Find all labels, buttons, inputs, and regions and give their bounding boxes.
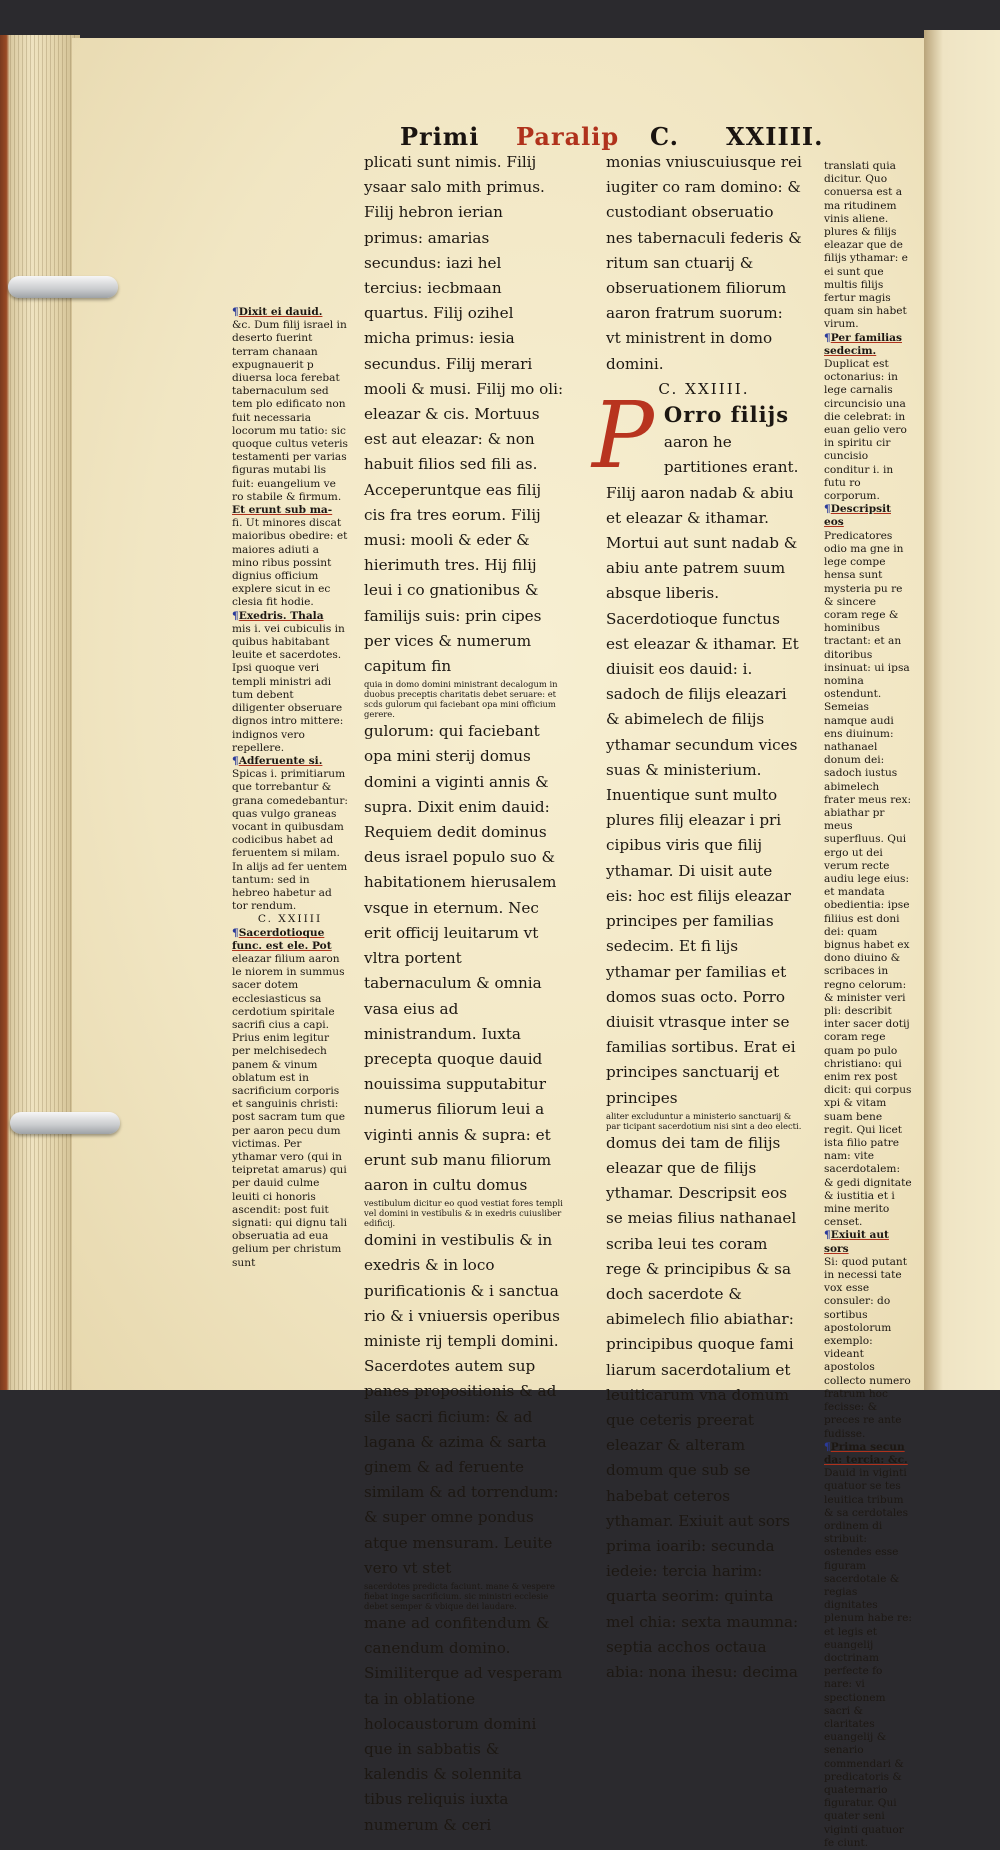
gloss-text: mis i. vei cubiculis in quibus habitabant leuite et sacerdotes. Ipsi quoque veri templi ministri adi tum debent diligenter obseruare dignos intro mittere: indignos vero repellere. <box>232 622 345 754</box>
interlinear-gloss: quia in domo domini ministrant decalogum in duobus preceptis charitatis debet seruare: et scds gulorum qui faciebant opa mini officium gerere. <box>364 679 558 720</box>
interlinear-gloss: sacerdotes predicta faciunt. mane & vespere fiebat inge sacrificium. sic ministri ecclesie debet semper & vbique dei laudare. <box>364 1580 555 1611</box>
facing-page <box>924 30 1000 1390</box>
pilcrow-icon: ¶ <box>232 926 239 939</box>
pilcrow-icon: ¶ <box>824 1229 831 1242</box>
main-text: domini in vestibulis & in exedris & in loco purificationis & i sanctua rio & i vniuersis operibus ministe rij templi domini. Sacerdotes autem sup panes propositionis & ad sile sacri ficium: & ad lagana & azima & sarta ginem & ad feruente similam & ad torrendum: & super omne pondus atque mensuram. Leuite vero vt stet <box>364 1231 560 1577</box>
main-text: gulorum: qui faciebant opa mini sterij domus domini a viginti annis & supra. Dixit enim dauid: Requiem dedit dominus deus israel populo suo & habitationem hierusalem vsque in eternum. Nec erit officij leuitarum vt vltra portent tabernaculum & omnia vasa eius ad ministrandum. Iuxta precepta quoque dauid nouissima supputabitur numerus filiorum leui a viginti annis & supra: et erunt sub manu filiorum aaron in cultu domus <box>364 722 557 1194</box>
pilcrow-icon: ¶ <box>824 1440 831 1453</box>
pilcrow-icon: ¶ <box>232 306 239 318</box>
gloss-lemma: Adferuente si. <box>238 754 323 767</box>
gloss-text: Predicatores odio ma gne in lege compe hensa sunt mysteria pu re & sincere coram rege & hominibus tractant: et an ditoribus insinuat: ui ipsa nomina ostendunt. Semeias namque audi ens diuinum: nathanael donum dei: sadoch iustus abimelech frater meus rex: abiathar pr meus superfluus. Qui ergo ut dei verum recte audiu lege eius: et mandata obedientia: ipse filiius est doni dei: quam bignus habet ex dono diuino & scribaces in regno celorum: & minister veri pli: describit inter sacer dotij coram rege quam po pulo christiano: qui enim rex post dicit: qui corpus xpi & vitam suam bene regit. Qui licet ista filio patre nam: vite sacerdotalem: & gedi dignitate & iustitia et i mine merito censet. <box>824 529 912 1229</box>
gloss-lemma: Exedris. Thala <box>238 609 324 622</box>
gloss-lemma: Descripsit eos <box>824 503 891 529</box>
gloss-text: Spicas i. primitiarum que torrebantur & grana comedebantur: quas vulgo graneas vocant in quibusdam codicibus habet ad feruentem si milam. In alijs ad fer uentem tantum: sed in hebreo habetur ad tor rendum. <box>232 768 348 913</box>
gloss-lemma: Et erunt sub ma- <box>232 504 333 517</box>
gloss-column-left <box>232 306 348 1269</box>
gloss-lemma: Exiuit aut sors <box>824 1229 889 1255</box>
pilcrow-icon: ¶ <box>824 331 831 344</box>
pilcrow-icon: ¶ <box>232 754 239 767</box>
running-head-primi: Primi <box>400 122 480 151</box>
gloss-text: Si: quod putant in necessi tate vox esse consuler: do sortibus apostolorum exemplo: videant apostolos collecto numero fratrum hoc fecisse: & preces re ante fudisse. <box>824 1255 911 1440</box>
gloss-text: Duplicat est octonarius: in lege carnalis circuncisio una die celebrat: in euan gelio vero in spiritu cir cuncisio conditur i. in futu ro corporum. <box>824 358 907 503</box>
main-text: plicati sunt nimis. Filij ysaar salo mith primus. Filij hebron ierian primus: amarias secundus: iazi hel tercius: iecbmaan quartus. Filij ozihel micha primus: iesia secundus. Filij merari mooli & musi. Filij mo oli: eleazar & cis. Mortuus est aut eleazar: & non habuit filios sed fili as. Acceperuntque eas filij cis fra tres eorum. Filij musi: mooli & eder & hierimuth tres. Hij filij leui i co gnationibus & familijs suis: prin cipes per vices & numerum capitum fin <box>364 153 564 676</box>
book-fore-edge <box>0 35 80 1390</box>
gloss-text: fi. Ut minores discat maioribus obedire: et maiores adiuti a mino ribus possint dignius officium explere sicut in ec clesia fit hodie. <box>232 517 348 609</box>
pilcrow-icon: ¶ <box>232 609 239 622</box>
gloss-lemma: Sacerdotioque func. est ele. Pot <box>232 926 332 952</box>
running-head-chapter-number: XXIIII. <box>726 122 824 151</box>
main-text: mane ad confitendum & canendum domino. Similiterque ad vesperam ta in oblatione holocaustorum domini que in sabbatis & kalendis & solennita tibus reliquis iuxta numerum & ceri <box>364 1613 563 1834</box>
main-text: monias vniuscuiusque rei iugiter co ram domino: & custodiant obseruatio nes tabernaculi federis & ritum san ctuarij & obseruationem filiorum aaron fratrum suorum: vt ministrent in domo domini. <box>606 153 802 373</box>
interlinear-gloss: vestibulum dicitur eo quod vestiat fores templi vel domini in vestibulis & in exedris cuiusliber edificij. <box>364 1198 563 1229</box>
gloss-column-right <box>824 160 912 1849</box>
book-clip-top <box>8 276 118 298</box>
main-text-column-1 <box>364 150 564 1834</box>
gloss-text: Dauid in viginti quatuor se tes leuitica tribum & sa cerdotales ordinem di stribuit: ostendes esse figuram sacerdotale & regias dignitates plenum habe re: et legis et euangelij doctrinam perfecte fo nare: vi spectionem sacri & claritates euangelij & senario commendari & predicatoris & quaternario figuratur. Qui quater seni viginti quatuor fe ciunt. <box>824 1467 912 1849</box>
chapter-heading: C. XXIIII <box>257 913 323 926</box>
running-head-c: C. <box>650 122 680 151</box>
incipit-word: Orro filijs <box>663 402 790 428</box>
chapter-heading: C. XXIIII. <box>658 379 750 398</box>
gloss-lemma: Per familias sedecim. <box>824 331 902 357</box>
gloss-text: translati quia dicitur. Quo conuersa est a ma ritudinem vinis aliene. plures & filijs eleazar que de filijs ythamar: e ei sunt que multis filijs fertur magis quam sin habet virum. <box>824 160 908 331</box>
gloss-text: &c. Dum filij israel in deserto fuerint terram chanaan expugnauerit p diuersa loca ferebat tabernaculum sed tem plo edificato non fuit necessaria locorum mu tatio: sic quoque cultus veteris testamenti per varias figuras mutabi lis fuit: euangelium ve ro stabile & firmum. <box>232 319 348 503</box>
book-page <box>72 38 924 1849</box>
running-head-paralip: Paralip <box>516 122 620 151</box>
book-clip-bottom <box>10 1112 120 1134</box>
pilcrow-icon: ¶ <box>824 503 831 516</box>
main-text: domus dei tam de filijs eleazar que de filijs ythamar. Descripsit eos se meias filius nathanael scriba leui tes coram rege & principibus & sa doch sacerdote & abimelech filio abiathar: principibus quoque fami liarum sacerdotalium et leuiticarum vna domum que ceteris preerat eleazar & alteram domum que sub se habebat ceteros ythamar. Exiuit aut sors prima ioarib: secunda iedeie: tercia harim: quarta seorim: quinta mel chia: sexta maumna: septia acchos octaua abia: nona ihesu: decima <box>606 1133 799 1681</box>
interlinear-gloss: aliter excluduntur a ministerio sanctuarij & par ticipant sacerdotium nisi sint a deo electi. <box>606 1110 802 1131</box>
main-text-column-2 <box>592 150 802 1681</box>
gloss-lemma: Prima secun da: tercia: &c. <box>824 1440 908 1466</box>
decorated-initial: P <box>592 382 654 490</box>
gloss-lemma: Dixit ei dauid. <box>238 306 323 318</box>
main-text: aaron he partitiones erant. Filij aaron nadab & abiu et eleazar & ithamar. Mortui aut sunt nadab & abiu ante patrem suum absque liberis. Sacerdotioque functus est eleazar & ithamar. Et diuisit eos dauid: i. sadoch de filijs eleazari & abimelech de filijs ythamar secundum vices suas & ministerium. Inuentique sunt multo plures filij eleazar i pri cipibus viris que filij ythamar. Di uisit aute eis: hoc est filijs eleazar principes per familias sedecim. Et fi lijs ythamar per familias et domos suas octo. Porro diuisit vtrasque inter se familias sortibus. Erat ei principes sanctuarij et principes <box>606 433 799 1107</box>
gloss-text: eleazar filium aaron le niorem in summus sacer dotem ecclesiasticus sa cerdotium spiritale sacrifi cius a capi. Prius enim legitur per melchisedech panem & vinum oblatum est in sacrificium corporis et sanguinis christi: post sacram tum que per aaron pecu dum victimas. Per ythamar vero (qui in teipretat amarus) qui per dauid culme leuiti ci honoris ascendit: post fuit signati: qui dignu tali obseruatia ad eua gelium per christum sunt <box>232 952 348 1269</box>
